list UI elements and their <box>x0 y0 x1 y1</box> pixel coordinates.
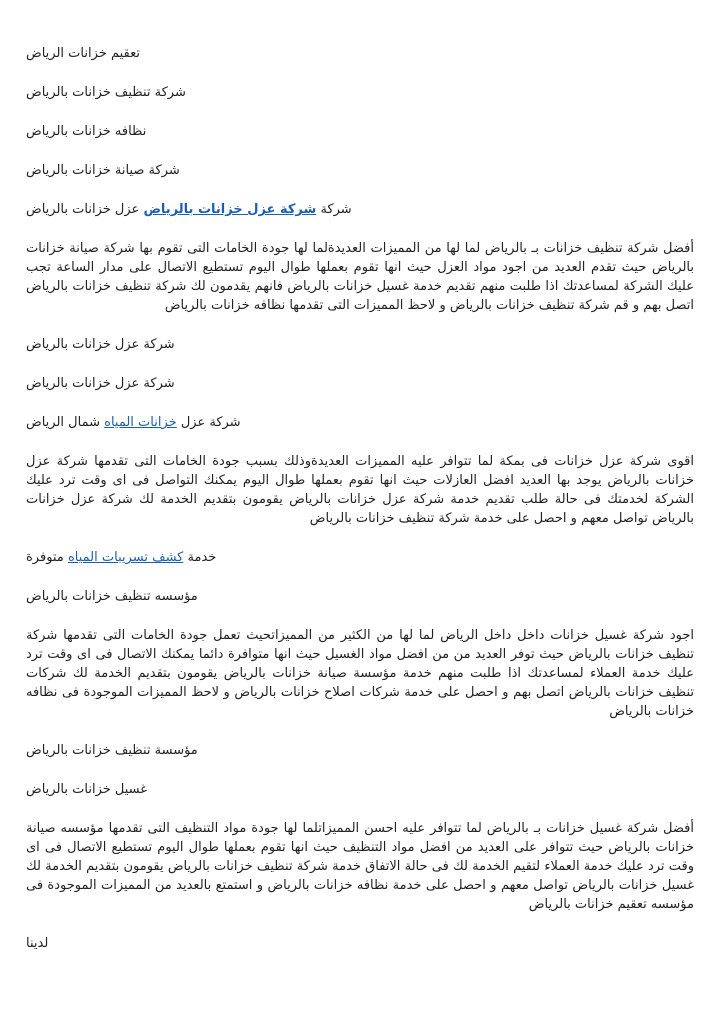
heading-line <box>26 587 694 606</box>
text-fragment: شمال الرياض <box>26 415 100 430</box>
heading-line <box>26 548 694 567</box>
heading-line <box>26 161 694 180</box>
paragraph: اقوى شركة عزل خزانات فى بمكة لما تتوافر عليه المميزات العديدةوذلك بسبب جودة الخامات التى تقدمها شركة عزل خزانات بالرياض يوجد بها العديد افضل العازلات حيث انها تقوم بعملها طوال اليوم يمكنك التواصل فى اى وقت ترد عليك الشركة لخدمتك فى حالة طلب تقديم خدمة شركة عزل خزانات بالرياض يقومون بتقديم الخدمة لك شركة عزل خزانات بالرياض تواصل معهم و احصل على خدمة شركة تنظيف خزانات بالرياض <box>26 454 694 526</box>
heading-line <box>26 83 694 102</box>
text-fragment: خدمة <box>187 550 217 565</box>
paragraph: اجود شركة غسيل خزانات داخل داخل الرياض لما لها من الكثير من المميزاتحيث تعمل جودة الخامات التى تقدمها شركة تنظيف خزانات بالرياض حيث توفر العديد من من افضل مواد الغسيل حيث انها متوافرة دائما يمكنك الاتصال فى اى وقت ترد عليك خدمة العملاء لمساعدتك اذا طلبت منهم خدمة مؤسسة صيانة خزانات بالرياض يقومون بتقديم الخدمة لك شركات تنظيف خزانات بالرياض اتصل بهم و احصل على خدمة شركات اصلاح خزانات بالرياض و لاحظ المميزات الموجودة فى نظافه خزانات بالرياض <box>26 628 694 719</box>
text-line: تعقيم خزانات الرياض <box>26 46 140 61</box>
text-line: شركة عزل خزانات بالرياض <box>26 376 175 391</box>
text-line: شركة عزل خزانات بالرياض <box>26 337 175 352</box>
heading-line <box>26 780 694 799</box>
link-insulation[interactable]: شركة عزل خزانات بالرياض <box>143 202 317 217</box>
text-line: شركة تنظيف خزانات بالرياض <box>26 85 186 100</box>
paragraph: أفضل شركة تنظيف خزانات بـ بالرياض لما لها من المميزات العديدةلما لها جودة الخامات التى تقوم بها شركة صيانة خزانات بالرياض حيث تقدم العديد من اجود مواد العزل حيث انها تقوم بعملها طوال اليوم تستطيع الاتصال على مدار الساعة تجب عليك الشركة لمساعدتك اذا طلبت منهم تقديم خدمة غسيل خزانات بالرياض فانهم يقدمون لك شركة تنظيف خزانات بالرياض اتصل بهم و قم شركة تنظيف خزانات بالرياض و لاحظ المميزات التى تقدمها نظافه خزانات بالرياض <box>26 241 694 313</box>
heading-line <box>26 934 694 953</box>
heading-line <box>26 374 694 393</box>
text-line: لدينا <box>26 936 49 951</box>
paragraph: أفضل شركة غسيل خزانات بـ بالرياض لما تتوافر عليه احسن المميزاتلما لها جودة مواد التنظيف التى تقدمها مؤسسه صيانة خزانات بالرياض حيث تتوافر على العديد من افضل مواد التنظيف حيث انها تقوم بعملها طوال اليوم تستطيع الاتصال فى اى وقت ترد عليك خدمة العملاء لتقيم الخدمة لك فى حالة الاتفاق خدمة شركة تنظيف خزانات بالرياض يقومون بتقديم الخدمة لك غسيل خزانات بالرياض تواصل معهم و احصل على خدمة نظافه خزانات بالرياض و استمتع بالعديد من المميزات الموجودة فى مؤسسه تعقيم خزانات بالرياض <box>26 821 694 912</box>
text-line: شركة صيانة خزانات بالرياض <box>26 163 180 178</box>
text-line: نظافه خزانات بالرياض <box>26 124 147 139</box>
link-leak-detection[interactable]: كشف تسريبات المياه <box>67 550 184 565</box>
heading-line <box>26 413 694 432</box>
heading-line <box>26 200 694 219</box>
text-fragment: شركة <box>320 202 352 217</box>
heading-line <box>26 44 694 63</box>
heading-line <box>26 335 694 354</box>
text-line: غسيل خزانات بالرياض <box>26 782 148 797</box>
text-fragment: عزل خزانات بالرياض <box>26 202 140 217</box>
text-line: مؤسسه تنظيف خزانات بالرياض <box>26 589 198 604</box>
text-fragment: متوفرة <box>26 550 64 565</box>
heading-line <box>26 122 694 141</box>
heading-line <box>26 741 694 760</box>
link-water-tanks[interactable]: خزانات المياه <box>104 415 177 430</box>
text-line: مؤسسة تنظيف خزانات بالرياض <box>26 743 198 758</box>
text-fragment: شركة عزل <box>180 415 241 430</box>
